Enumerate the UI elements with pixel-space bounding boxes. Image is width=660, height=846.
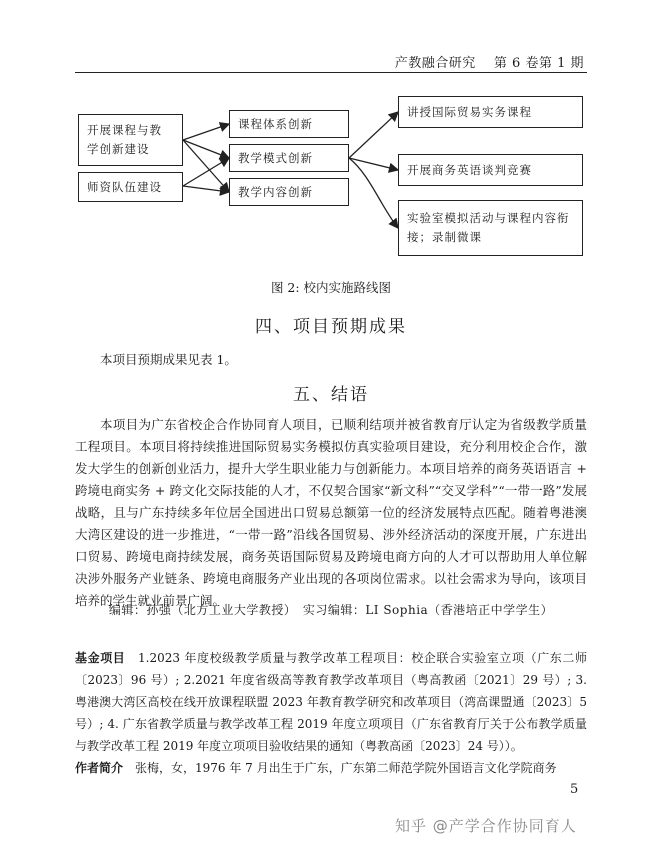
fund-note: 基金项目 1.2023 年度校级教学质量与教学改革工程项目：校企联合实验室立项（广东二师〔2023〕96 号）; 2.2021 年度省级高等教育教学改革项目（粤高教函〔2021〕29 号）; 3. 粤港澳大湾区高校在线开放课程联盟 2023 年教育教学研究和改革项目（湾高课盟通〔2023〕5 号）; 4. 广东省教学质量与教学改革工程 2019 年度立项项目（广东省教育厅关于公布教学质量与教学改革工程 2019 年度立项项目验收结果的通知（粤教高函〔2023〕24 号））。: [75, 651, 587, 753]
author-label: 作者简介: [75, 761, 124, 775]
node-lab-simulation: 实验室模拟活动与课程内容衔接；录制微课: [398, 200, 583, 256]
arrow-l1-m1: [183, 124, 229, 140]
section4-title: 四、项目预期成果: [255, 317, 407, 337]
figure-caption: 图 2: 校内实施路线图: [270, 280, 392, 295]
issue-info: 第 6 卷第 1 期: [493, 56, 584, 71]
node-trade-course: 讲授国际贸易实务课程: [398, 96, 583, 128]
node-teaching-mode-innovation: 教学模式创新: [229, 144, 349, 172]
footnotes: [75, 647, 587, 779]
journal-name: 产教融合研究: [394, 56, 476, 71]
fund-label: 基金项目: [75, 651, 126, 665]
node-curriculum-innovation: 课程体系创新: [229, 110, 349, 138]
editor-credits: 编辑：孙强（北方工业大学教授） 实习编辑：LI Sophia（香港培正中学学生）: [108, 603, 554, 617]
arrow-l1-m2: [183, 140, 229, 158]
author-note: 作者简介 张梅，女，1976 年 7 月出生于广东，广东第二师范学院外国语言文化学院商务: [75, 761, 557, 775]
section5-title: 五、结语: [293, 385, 369, 405]
node-faculty-building: 师资队伍建设: [78, 172, 183, 202]
arrow-m2-r1: [349, 112, 398, 158]
watermark: 知乎 @产学合作协同育人: [395, 817, 577, 835]
arrow-l2-m2: [183, 158, 229, 186]
section5-paragraph: 本项目为广东省校企合作协同育人项目，已顺利结项并被省教育厅认定为省级教学质量工程项目。本项目将持续推进国际贸易实务模拟仿真实验项目建设，充分利用校企合作，激发大学生的创新创业活力，提升大学生职业能力与创新能力。本项目培养的商务英语语言 + 跨境电商实务 + 跨文化交际技能的人才，不仅契合国家“新文科”“交叉学科”“一带一路”发展战略，且与广东持续多年位居全国进出口贸易总额第一位的经济发展特点匹配。随着粤港澳大湾区建设的进一步推进，“一带一路”沿线各国贸易、涉外经济活动的深度开展，广东进出口贸易、跨境电商持续发展，商务英语国际贸易及跨境电商方向的人才可以帮助用人单位解决涉外服务产业链条、跨境电商服务产业出现的各项岗位需求。以社会需求为导向，该项目培养的学生就业前景广阔。: [75, 417, 587, 608]
arrow-l1-m3: [183, 140, 229, 192]
node-course-teaching-innovation: 开展课程与教学创新建设: [78, 114, 183, 166]
arrow-l2-m3: [183, 186, 229, 192]
section4-paragraph: 本项目预期成果见表 1。: [100, 352, 237, 367]
page-number: 5: [570, 782, 579, 797]
node-teaching-content-innovation: 教学内容创新: [229, 178, 349, 206]
node-negotiation-contest: 开展商务英语谈判竞赛: [398, 154, 583, 186]
